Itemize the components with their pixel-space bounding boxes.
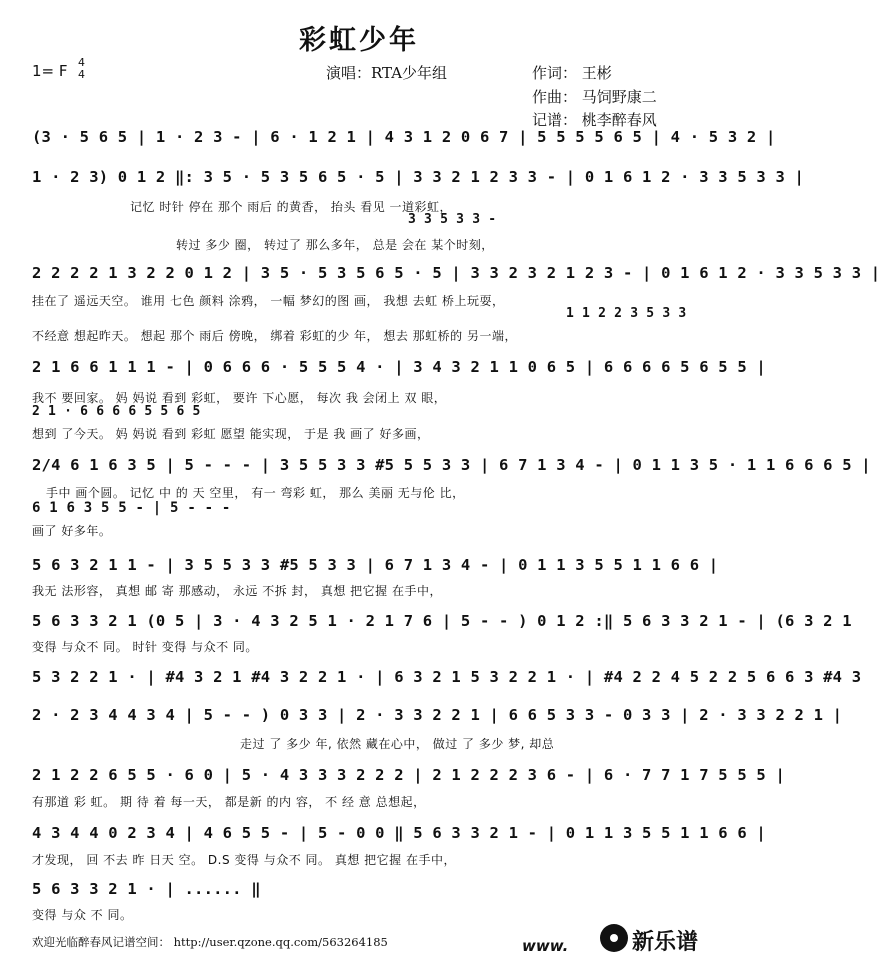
footer-credit: 欢迎光临醉春风记谱空间： http://user.qzone.qq.com/563264185: [32, 935, 388, 949]
score-line-9: 2 · 2 3 4 4 3 4 | 5 - - ) 0 3 3 | 2 · 3 3 2 2 1 | 6 6 5 3 3 - 0 3 3 | 2 · 3 3 2 2 1 |: [32, 706, 843, 724]
lyricist-credit: 作词： 王彬: [532, 64, 612, 82]
site-logo[interactable]: [600, 922, 714, 956]
lyric-line-3a: 挂在了 遥远天空。 谁用 七色 颜料 涂鸦， 一幅 梦幻的图 画， 我想 去虹 桥上玩耍，: [32, 294, 505, 308]
lyric-line-4a: 我不 要回家。 妈 妈说 看到 彩虹， 要许 下心愿， 每次 我 会闭上 双 眼，: [32, 391, 447, 405]
lyric-line-5b: 画了 好多年。: [32, 524, 112, 538]
score-line-3: 2 2 2 2 1 3 2 2 0 1 2 | 3 5 · 5 3 5 6 5 · 5 | 3 3 2 3 2 1 2 3 - | 0 1 6 1 2 · 3 3 5 3 3 |: [32, 264, 880, 282]
time-signature: [78, 57, 85, 81]
lyric-line-9a: 走过 了 多少 年, 依然 藏在心中， 做过 了 多少 梦, 却总: [240, 737, 555, 751]
score-line-10: 2 1 2 2 6 5 5 · 6 0 | 5 · 4 3 3 3 2 2 2 | 2 1 2 2 2 3 6 - | 6 · 7 7 1 7 5 5 5 |: [32, 766, 786, 784]
record-disc-icon: [600, 924, 628, 952]
lyric-line-6a: 我无 法形容， 真想 邮 寄 那感动， 永远 不拆 封， 真想 把它握 在手中，: [32, 584, 442, 598]
lyric-line-12a: 变得 与众 不 同。: [32, 908, 133, 922]
lyric-line-2b: 转过 多少 圈， 转过了 那么多年， 总是 会在 某个时刻，: [176, 238, 494, 252]
lyric-line-10a: 有那道 彩 虹。 期 待 着 每一天， 都是新 的内 容， 不 经 意 总想起，: [32, 795, 426, 809]
lyric-line-5a: 手中 画个圆。 记忆 中 的 天 空里， 有一 弯彩 虹， 那么 美丽 无与伦 比，: [46, 486, 465, 500]
score-line-2: 1 · 2 3) 0 1 2 ‖: 3 5 · 5 3 5 6 5 · 5 | 3 3 2 1 2 3 3 - | 0 1 6 1 2 · 3 3 5 3 3 |: [32, 168, 805, 186]
site-www: www.: [522, 937, 569, 955]
singer-credit: 演唱：RTA少年组: [326, 64, 448, 82]
score-line-1: (3 · 5 6 5 | 1 · 2 3 - | 6 · 1 2 1 | 4 3 1 2 0 6 7 | 5 5 5 5 6 5 | 4 · 5 3 2 |: [32, 128, 776, 146]
site-brand-name: 新乐谱: [632, 930, 699, 955]
alt-notes-line-4: 2 1 · 6 6 6 6 5 5 6 5: [32, 404, 201, 419]
alt-notes-line-3: 1 1 2 2 3 5 3 3: [566, 306, 687, 321]
composer-credit: 作曲： 马饲野康二: [532, 88, 657, 106]
transcriber-credit: 记谱： 桃李醉春风: [532, 111, 657, 129]
score-line-7: 5 6 3 3 2 1 (0 5 | 3 · 4 3 2 5 1 · 2 1 7 6 | 5 - - ) 0 1 2 :‖ 5 6 3 3 2 1 - | (6 3 2 1: [32, 612, 852, 630]
score-line-6: 5 6 3 2 1 1 - | 3 5 5 3 3 #5 5 3 3 | 6 7 1 3 4 - | 0 1 1 3 5 5 1 1 6 6 |: [32, 556, 719, 574]
score-line-5: 2/4 6 1 6 3 5 | 5 - - - | 3 5 5 3 3 #5 5 5 3 3 | 6 7 1 3 4 - | 0 1 1 3 5 · 1 1 6 6 6 5 |: [32, 456, 871, 474]
alt-notes-line-2: 3 3 5 3 3 -: [408, 212, 497, 227]
score-line-4: 2 1 6 6 1 1 1 - | 0 6 6 6 · 5 5 5 4 · | 3 4 3 2 1 1 0 6 5 | 6 6 6 6 5 6 5 5 |: [32, 358, 766, 376]
time-signature-bottom: 4: [78, 68, 85, 81]
score-line-12: 5 6 3 3 2 1 · | ...... ‖: [32, 880, 261, 898]
lyric-line-7a: 变得 与众不 同。 时针 变得 与众不 同。: [32, 640, 258, 654]
lyric-line-11a: 才发现， 回 不去 昨 日天 空。 D.S 变得 与众不 同。 真想 把它握 在手中，: [32, 853, 456, 867]
alt-notes-line-5: 6 1 6 3 5 5 - | 5 - - -: [32, 500, 231, 516]
lyric-line-2a: 记忆 时针 停在 那个 雨后 的黄香， 抬头 看见 一道彩虹，: [130, 200, 453, 214]
lyric-line-3b: 不经意 想起昨天。 想起 那个 雨后 傍晚， 绑着 彩虹的少 年， 想去 那虹桥的 另一端，: [32, 329, 517, 343]
score-line-8: 5 3 2 2 1 · | #4 3 2 1 #4 3 2 2 1 · | 6 3 2 1 5 3 2 2 1 · | #4 2 2 4 5 2 2 5 6 6 3 #4 3: [32, 668, 862, 686]
time-signature-top: 4: [78, 56, 85, 69]
song-title: 彩虹少年: [299, 25, 419, 56]
key-signature: 1= F: [32, 62, 68, 80]
lyric-line-4b: 想到 了今天。 妈 妈说 看到 彩虹 愿望 能实现， 于是 我 画了 好多画，: [32, 427, 430, 441]
score-line-11: 4 3 4 4 0 2 3 4 | 4 6 5 5 - | 5 - 0 0 ‖ 5 6 3 3 2 1 - | 0 1 1 3 5 5 1 1 6 6 |: [32, 824, 766, 842]
